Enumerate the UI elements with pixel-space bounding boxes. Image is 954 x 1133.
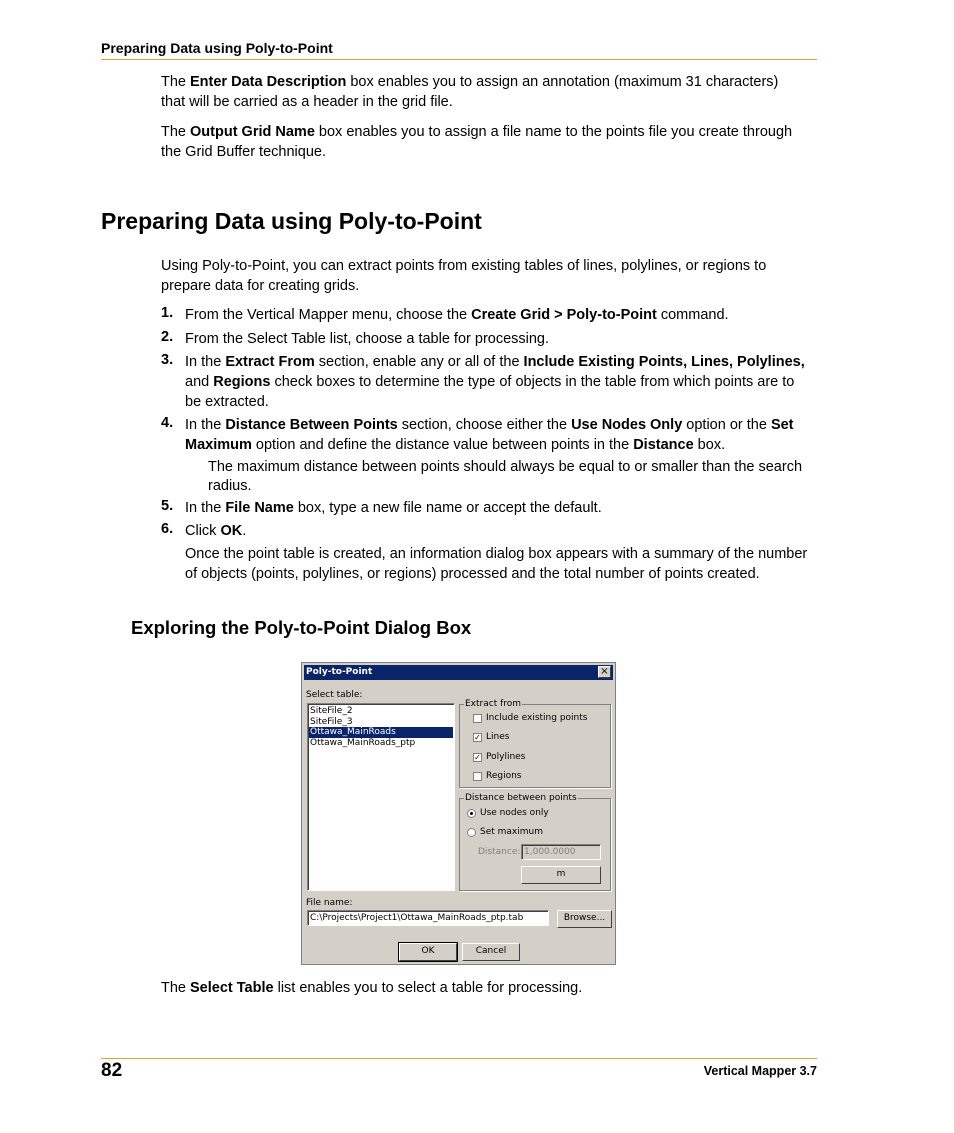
step-3: In the Extract From section, enable any or all of the Include Existing Points, Lines, Polylines, and Regions check boxes to determine the type of objects in the table from which points are to be extracted.: [185, 354, 805, 410]
file-name-field[interactable]: C:\Projects\Project1\Ottawa_MainRoads_ptp.tab: [307, 910, 549, 926]
use-nodes-radio[interactable]: [467, 809, 476, 818]
step-number: 5.: [161, 498, 174, 514]
step-4-note: The maximum distance between points should always be equal to or smaller than the search radius.: [208, 459, 803, 494]
close-icon[interactable]: ×: [598, 666, 611, 678]
select-table-label: Select table:: [306, 690, 363, 700]
dialog-titlebar: [304, 665, 613, 680]
regions-checkbox[interactable]: [473, 772, 482, 781]
select-table-caption: The Select Table list enables you to select a table for processing.: [161, 980, 583, 996]
use-nodes-label: Use nodes only: [480, 808, 549, 818]
file-name-label: File name:: [306, 898, 353, 908]
intro-paragraph-2: The Output Grid Name box enables you to assign a file name to the points file you create through the Grid Buffer technique.: [161, 124, 793, 160]
browse-button[interactable]: Browse...: [557, 910, 612, 928]
distance-title: Distance between points: [465, 793, 577, 803]
footer-rule: [101, 1058, 817, 1059]
list-item[interactable]: SiteFile_3: [310, 716, 353, 727]
step-1: From the Vertical Mapper menu, choose the Create Grid > Poly-to-Point command.: [185, 307, 729, 323]
polylines-label: Polylines: [486, 752, 526, 762]
set-maximum-radio[interactable]: [467, 828, 476, 837]
distance-label: Distance:: [478, 847, 521, 857]
include-points-label: Include existing points: [486, 713, 588, 723]
header-rule: [101, 59, 817, 60]
poly-to-point-dialog: [301, 662, 616, 965]
running-header: Preparing Data using Poly-to-Point: [101, 40, 333, 56]
step-6-result: Once the point table is created, an information dialog box appears with a summary of the number of objects (points, polylines, or regions) processed and the total number of points created.: [185, 546, 808, 582]
step-4: In the Distance Between Points section, choose either the Use Nodes Only option or the Set Maximum option and define the distance value between points in the Distance box.: [185, 417, 794, 453]
section-lead: Using Poly-to-Point, you can extract points from existing tables of lines, polylines, or regions to prepare data for creating grids.: [161, 258, 767, 294]
page-number: 82: [101, 1060, 123, 1081]
step-2: From the Select Table list, choose a table for processing.: [185, 331, 550, 347]
distance-field[interactable]: 1,000.0000: [521, 844, 601, 860]
extract-from-title: Extract from: [465, 699, 522, 709]
dialog-title: Poly-to-Point: [306, 667, 373, 677]
step-5: In the File Name box, type a new file name or accept the default.: [185, 500, 602, 516]
step-number: 1.: [161, 305, 174, 321]
intro-paragraph-1: The Enter Data Description box enables you to assign an annotation (maximum 31 characters) that will be carried as a header in the grid file.: [161, 74, 779, 110]
list-item-selected[interactable]: Ottawa_MainRoads: [309, 727, 453, 738]
list-item[interactable]: SiteFile_2: [310, 706, 353, 716]
ok-button[interactable]: OK: [399, 943, 457, 961]
unit-button[interactable]: m: [521, 866, 601, 884]
section-heading: Preparing Data using Poly-to-Point: [101, 208, 482, 234]
select-table-list[interactable]: [307, 703, 455, 891]
set-maximum-label: Set maximum: [480, 827, 543, 837]
polylines-checkbox[interactable]: ✓: [474, 753, 481, 762]
step-number: 4.: [161, 415, 174, 431]
regions-label: Regions: [486, 771, 522, 781]
distance-group: [459, 793, 611, 891]
step-number: 2.: [161, 329, 174, 345]
subsection-heading: Exploring the Poly-to-Point Dialog Box: [131, 617, 472, 638]
step-number: 3.: [161, 352, 174, 368]
extract-from-group: [459, 699, 611, 788]
list-item[interactable]: Ottawa_MainRoads_ptp: [310, 737, 416, 748]
lines-label: Lines: [486, 732, 510, 742]
include-points-checkbox[interactable]: [473, 714, 482, 723]
step-number: 6.: [161, 521, 174, 537]
book-title: Vertical Mapper 3.7: [703, 1064, 817, 1078]
lines-checkbox[interactable]: ✓: [474, 733, 481, 742]
step-6: Click OK.: [185, 523, 247, 539]
cancel-button[interactable]: Cancel: [462, 943, 520, 961]
